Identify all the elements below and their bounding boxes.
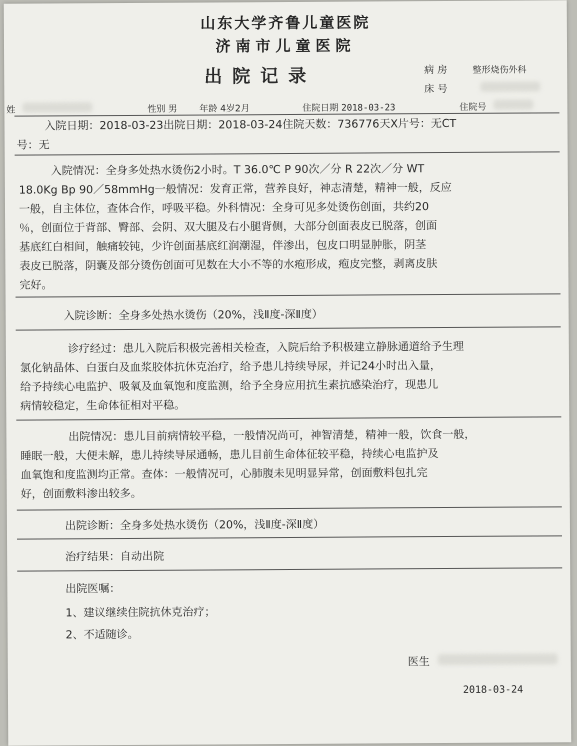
divider bbox=[16, 416, 561, 420]
divider bbox=[15, 151, 560, 155]
ward-field bbox=[424, 61, 526, 77]
treatment-line: 诊疗经过：患儿入院后积极完善相关检查，入院后给予积极建立静脉通道给予生理 bbox=[67, 339, 464, 356]
sex-field: 性别 男 bbox=[147, 104, 178, 115]
redacted-doctor-name bbox=[437, 653, 557, 665]
ward-label: 病 房 bbox=[424, 65, 448, 77]
document-title: 出院记录 bbox=[204, 65, 317, 88]
admit-date-label: 住院日期 bbox=[302, 103, 339, 114]
doctor-label: 医生 bbox=[407, 655, 430, 669]
discharge-line: 血氧饱和度监测均正常。查体：一般情况可，心肺腹未见明显异常，创面敷料包扎完 bbox=[20, 466, 428, 482]
admission-line: 入院情况：全身多处热水烫伤2小时。T 36.0℃ P 90次／分 R 22次／分 WT bbox=[50, 162, 425, 178]
discharge-orders-heading: 出院医嘱： bbox=[65, 582, 121, 596]
dates-line-cont: 号：无 bbox=[16, 138, 50, 152]
discharge-section bbox=[20, 424, 560, 503]
admission-section bbox=[19, 158, 560, 294]
dates-line: 入院日期：2018-03-23出院日期：2018-03-24住院天数：736776天X片号：无CT bbox=[44, 116, 457, 133]
discharge-diagnosis: 出院诊断：全身多处热水烫伤（20%，浅Ⅱ度-深Ⅱ度） bbox=[64, 517, 325, 533]
divider bbox=[17, 535, 562, 539]
treatment-section bbox=[20, 336, 560, 415]
inpatient-no-label: 住院号 bbox=[459, 102, 487, 113]
admit-date-field bbox=[302, 100, 395, 114]
hospital-alt-name: 济南市儿童医院 bbox=[215, 36, 356, 56]
admit-date-value: 2018-03-23 bbox=[341, 103, 396, 114]
admission-line: 表皮已脱落，阴囊及部分烫伤创面可见数在大小不等的水疱形成，疱皮完整，剥离皮肤 bbox=[19, 257, 438, 273]
admission-line: 完好。 bbox=[19, 278, 53, 292]
admission-line: ％，创面位于背部、臀部、会阴、双大腿及右小腿背侧，大部分创面表皮已脱落，创面 bbox=[19, 219, 438, 235]
discharge-order-item: 2、不适随诊。 bbox=[65, 627, 139, 642]
name-label: 姓 bbox=[6, 105, 16, 116]
discharge-line: 睡眠一般，大便未解，患儿持续导尿通畅，患儿目前生命体征较平稳，持续心电监护及 bbox=[20, 447, 439, 463]
divider bbox=[17, 506, 562, 510]
discharge-line: 出院情况：患儿目前病情较平稳，一般情况尚可，神智清楚，精神一般，饮食一般， bbox=[68, 427, 476, 444]
discharge-order-item: 1、建议继续住院抗休克治疗； bbox=[65, 605, 216, 620]
treatment-result: 治疗结果：自动出院 bbox=[65, 549, 165, 564]
doctor-signature bbox=[408, 652, 558, 669]
admission-line: 基底红白相间，触痛较钝，少许创面基底红润潮湿，伴渗出，包皮口明显肿胀，阴茎 bbox=[19, 238, 427, 254]
admit-diagnosis: 入院诊断：全身多处热水烫伤（20%，浅Ⅱ度-深Ⅱ度） bbox=[63, 307, 323, 323]
ward-value: 整形烧伤外科 bbox=[472, 65, 527, 76]
hospital-name: 山东大学齐鲁儿童医院 bbox=[200, 13, 371, 33]
treatment-line: 给予持续心电监护、吸氧及血氧饱和度监测，给予全身应用抗生素抗感染治疗，现患儿 bbox=[20, 378, 439, 394]
redacted-name bbox=[22, 102, 92, 112]
admission-line: 一般，自主体位，查体合作，呼吸平稳。外科情况：全身可见多处烫伤创面，共约20 bbox=[18, 200, 430, 216]
age-field: 年龄 4岁2月 bbox=[199, 104, 250, 115]
redacted-bed-number bbox=[481, 81, 541, 91]
name-field bbox=[6, 102, 92, 116]
admission-line: 18.0Kg Bp 90／58mmHg一般情况：发育正常，营养良好，神志清楚，精神一般，反应 bbox=[18, 180, 452, 197]
bed-label: 床 号 bbox=[424, 84, 448, 96]
divider bbox=[17, 567, 562, 571]
divider bbox=[16, 326, 561, 330]
treatment-line: 氯化钠晶体、白蛋白及血浆胶体抗休克治疗，给予患儿持续导尿，并记24小时出入量， bbox=[19, 359, 441, 375]
discharge-record-page bbox=[4, 0, 572, 745]
inpatient-no-field bbox=[459, 99, 533, 112]
treatment-line: 病情较稳定，生命体征相对平稳。 bbox=[20, 398, 186, 413]
discharge-line: 好，创面敷料渗出较多。 bbox=[20, 486, 142, 501]
record-date: 2018-03-24 bbox=[462, 684, 524, 696]
bed-field bbox=[424, 79, 540, 95]
redacted-inpatient-no bbox=[493, 99, 533, 109]
